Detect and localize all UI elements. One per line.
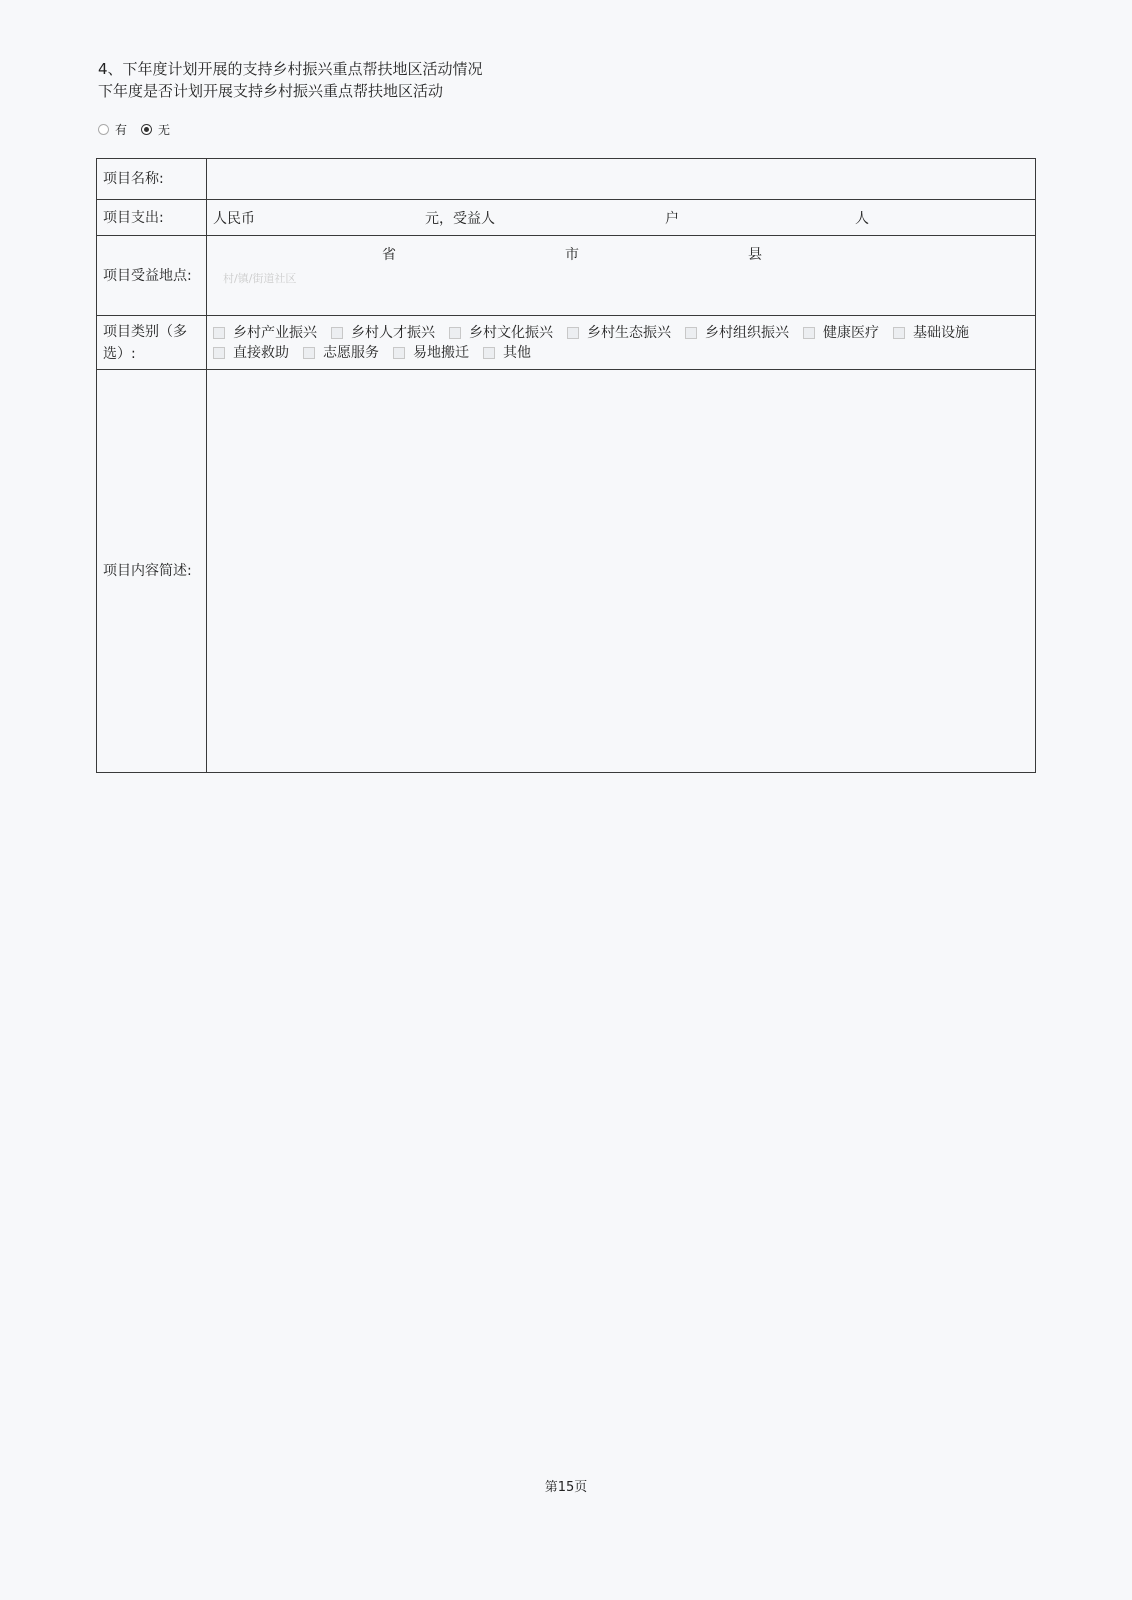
project-category-label: 项目类别（多选）: [97,316,207,370]
category-checkbox[interactable] [213,323,317,343]
persons-unit: 人 [855,210,869,227]
expense-unit: 元，受益人 [425,210,495,227]
radio-yes[interactable] [98,121,127,138]
category-checkbox[interactable] [685,323,789,343]
category-label: 志愿服务 [323,344,379,361]
category-checkbox[interactable] [893,323,969,343]
checkbox-icon[interactable] [213,327,225,339]
city-label: 市 [565,247,579,263]
province-label: 省 [382,247,396,263]
radio-no-label: 无 [158,123,171,137]
category-checkbox[interactable] [449,323,553,343]
project-expense-label: 项目支出: [97,200,207,236]
category-label: 乡村组织振兴 [705,324,789,341]
radio-yes-label: 有 [115,123,128,137]
project-category-row [97,316,1036,370]
households-unit: 户 [665,210,679,227]
checkbox-icon[interactable] [213,347,225,359]
checkbox-icon[interactable] [449,327,461,339]
project-description-row [97,370,1036,773]
category-label: 乡村人才振兴 [351,324,435,341]
checkbox-icon[interactable] [893,327,905,339]
radio-yes-circle-icon[interactable] [98,124,109,135]
radio-no-circle-icon[interactable] [141,124,152,135]
category-label: 其他 [503,344,531,361]
project-location-label: 项目受益地点: [97,236,207,316]
category-checkbox[interactable] [303,343,379,363]
category-checkbox[interactable] [393,343,469,363]
county-label: 县 [748,247,762,263]
project-description-label: 项目内容简述: [97,370,207,773]
section-question: 下年度是否计划开展支持乡村振兴重点帮扶地区活动 [98,82,444,100]
section-title: 4、下年度计划开展的支持乡村振兴重点帮扶地区活动情况 [98,60,483,78]
project-name-input[interactable] [207,159,1036,200]
category-checkbox[interactable] [213,343,289,363]
page-number: 第15页 [544,1480,588,1495]
category-label: 易地搬迁 [413,344,469,361]
category-checkbox[interactable] [483,343,531,363]
category-label: 乡村文化振兴 [469,324,553,341]
project-form-table [96,158,1036,773]
category-checkbox[interactable] [567,323,671,343]
checkbox-icon[interactable] [685,327,697,339]
expense-currency: 人民币 [213,210,255,227]
category-checkbox-group [213,323,1029,363]
radio-no[interactable] [141,121,170,138]
checkbox-icon[interactable] [303,347,315,359]
category-label: 健康医疗 [823,324,879,341]
checkbox-icon[interactable] [483,347,495,359]
checkbox-icon[interactable] [803,327,815,339]
checkbox-icon[interactable] [331,327,343,339]
section-heading [98,58,483,102]
project-name-row [97,159,1036,200]
category-label: 基础设施 [913,324,969,341]
category-label: 直接救助 [233,344,289,361]
category-label: 乡村产业振兴 [233,324,317,341]
location-detail-input[interactable]: 村/镇/街道社区 [223,272,297,285]
activity-radio-group [98,121,184,138]
category-label: 乡村生态振兴 [587,324,671,341]
category-checkbox[interactable] [803,323,879,343]
project-location-row [97,236,1036,316]
project-expense-row [97,200,1036,236]
checkbox-icon[interactable] [567,327,579,339]
project-name-label: 项目名称: [97,159,207,200]
project-description-input[interactable] [207,370,1036,773]
checkbox-icon[interactable] [393,347,405,359]
category-checkbox[interactable] [331,323,435,343]
